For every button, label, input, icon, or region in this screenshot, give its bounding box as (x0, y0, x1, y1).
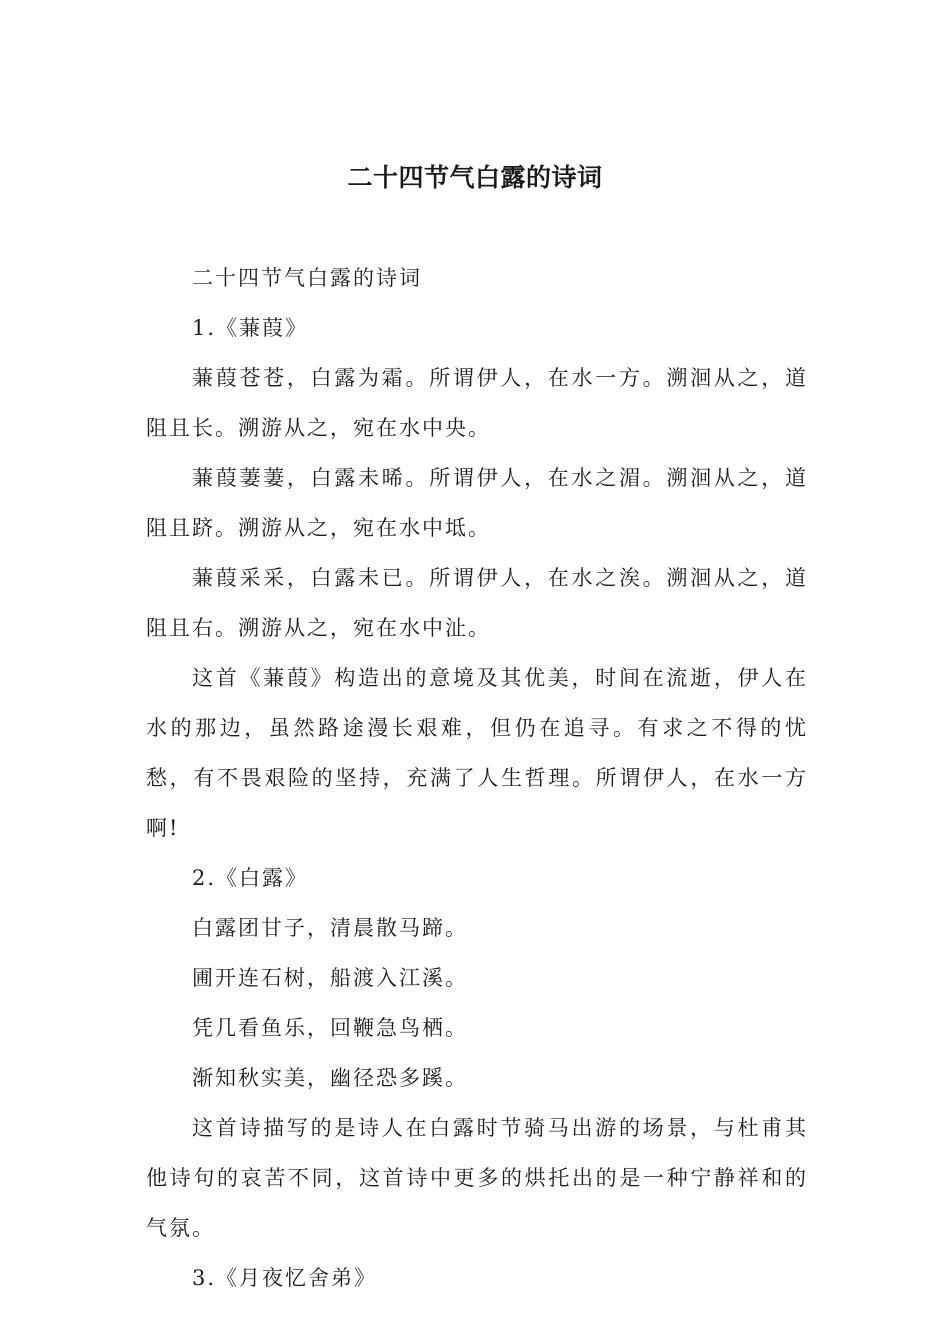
poem-stanza: 蒹葭采采，白露未已。所谓伊人，在水之涘。溯洄从之，道阻且右。溯游从之，宛在水中沚。 (146, 566, 808, 640)
body-paragraph: 二十四节气白露的诗词 (192, 266, 422, 290)
poem-heading: 2.《白露》 (192, 866, 309, 890)
commentary-paragraph: 这首诗描写的是诗人在白露时节骑马出游的场景，与杜甫其他诗句的哀苦不同，这首诗中更多的烘托出的是一种宁静祥和的气氛。 (146, 1116, 808, 1240)
poem-line: 白露团甘子，清晨散马蹄。 (192, 916, 468, 940)
document-title: 二十四节气白露的诗词 (347, 163, 603, 192)
poem-line: 渐知秋实美，幽径恐多蹊。 (192, 1066, 468, 1090)
poem-stanza: 蒹葭萋萋，白露未晞。所谓伊人，在水之湄。溯洄从之，道阻且跻。溯游从之，宛在水中坻。 (146, 466, 808, 540)
document-body (146, 253, 808, 1303)
poem-stanza: 蒹葭苍苍，白露为霜。所谓伊人，在水一方。溯洄从之，道阻且长。溯游从之，宛在水中央。 (146, 366, 808, 440)
poem-line: 圃开连石树，船渡入江溪。 (192, 966, 468, 990)
commentary-paragraph: 这首《蒹葭》构造出的意境及其优美，时间在流逝，伊人在水的那边，虽然路途漫长艰难，但仍在追寻。有求之不得的忧愁，有不畏艰险的坚持，充满了人生哲理。所谓伊人，在水一方啊! (146, 666, 808, 840)
poem-heading: 1.《蒹葭》 (192, 316, 309, 340)
poem-line: 凭几看鱼乐，回鞭急鸟栖。 (192, 1016, 468, 1040)
poem-heading: 3.《月夜忆舍弟》 (192, 1266, 378, 1290)
